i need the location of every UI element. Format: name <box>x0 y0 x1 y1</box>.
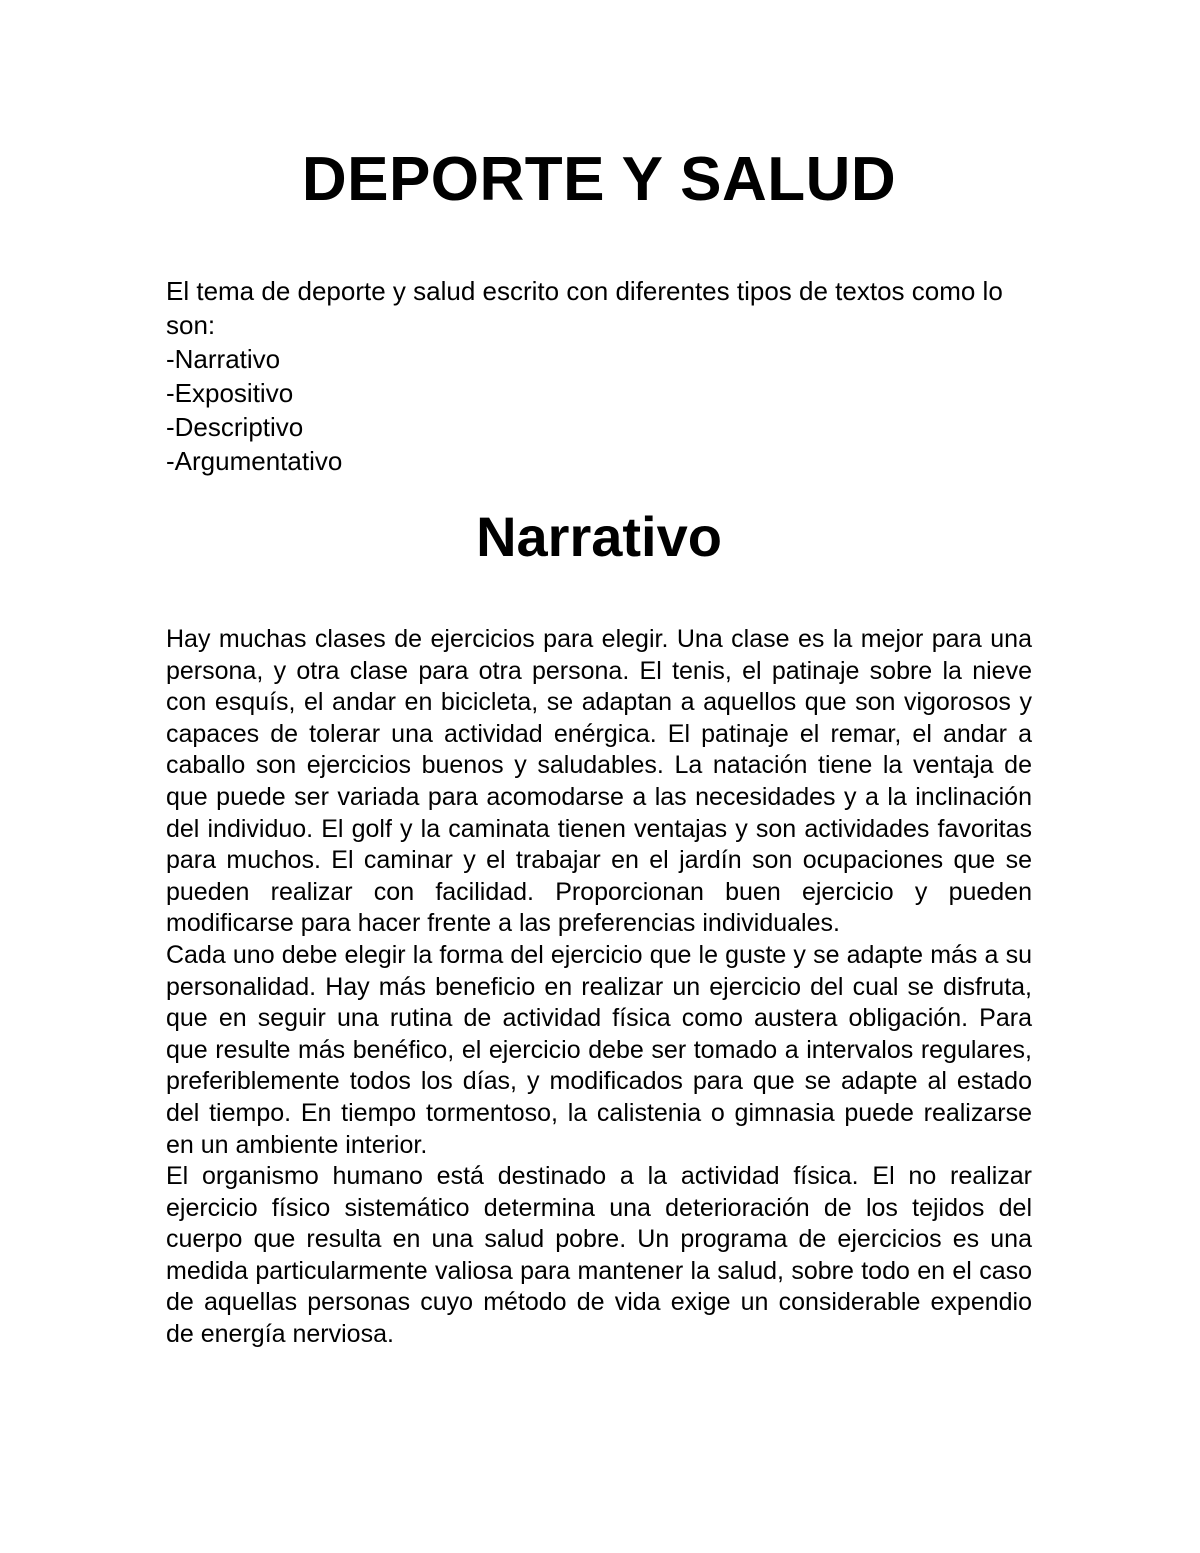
text-types-list <box>166 342 1032 478</box>
intro-text: El tema de deporte y salud escrito con diferentes tipos de textos como lo son: <box>166 276 1003 340</box>
paragraph: Cada uno debe elegir la forma del ejercicio que le guste y se adapte más a su personalidad. Hay más beneficio en realizar un ejercicio del cual se disfruta, que en seguir una rutina de actividad física como austera obligación. Para que resulte más benéfico, el ejercicio debe ser tomado a intervalos regulares, preferiblemente todos los días, y modificados para que se adapte al estado del tiempo. En tiempo tormentoso, la calistenia o gimnasia puede realizarse en un ambiente interior. <box>166 940 1032 1159</box>
paragraph: El organismo humano está destinado a la actividad física. El no realizar ejercicio físico sistemático determina una deterioración de los tejidos del cuerpo que resulta en una salud pobre. Un programa de ejercicios es una medida particularmente valiosa para mantener la salud, sobre todo en el caso de aquellas personas cuyo método de vida exige un considerable expendio de energía nerviosa. <box>166 1162 1032 1349</box>
section-heading: Narrativo <box>476 505 722 568</box>
section-body <box>166 624 1032 1351</box>
list-item: -Expositivo <box>166 378 294 408</box>
intro-block <box>166 274 1032 478</box>
list-item: -Argumentativo <box>166 446 343 476</box>
list-item: -Descriptivo <box>166 412 304 442</box>
list-item: -Narrativo <box>166 344 281 374</box>
document-title: DEPORTE Y SALUD <box>301 145 897 214</box>
paragraph: Hay muchas clases de ejercicios para elegir. Una clase es la mejor para una persona, y otra clase para otra persona. El tenis, el patinaje sobre la nieve con esquís, el andar en bicicleta, se adaptan a aquellos que son vigorosos y capaces de tolerar una actividad enérgica. El patinaje el remar, el andar a caballo son ejercicios buenos y saludables. La natación tiene la ventaja de que puede ser variada para acomodarse a las necesidades y a la inclinación del individuo. El golf y la caminata tienen ventajas y son actividades favoritas para muchos. El caminar y el trabajar en el jardín son ocupaciones que se pueden realizar con facilidad. Proporcionan buen ejercicio y pueden modificarse para hacer frente a las preferencias individuales. <box>166 625 1032 938</box>
